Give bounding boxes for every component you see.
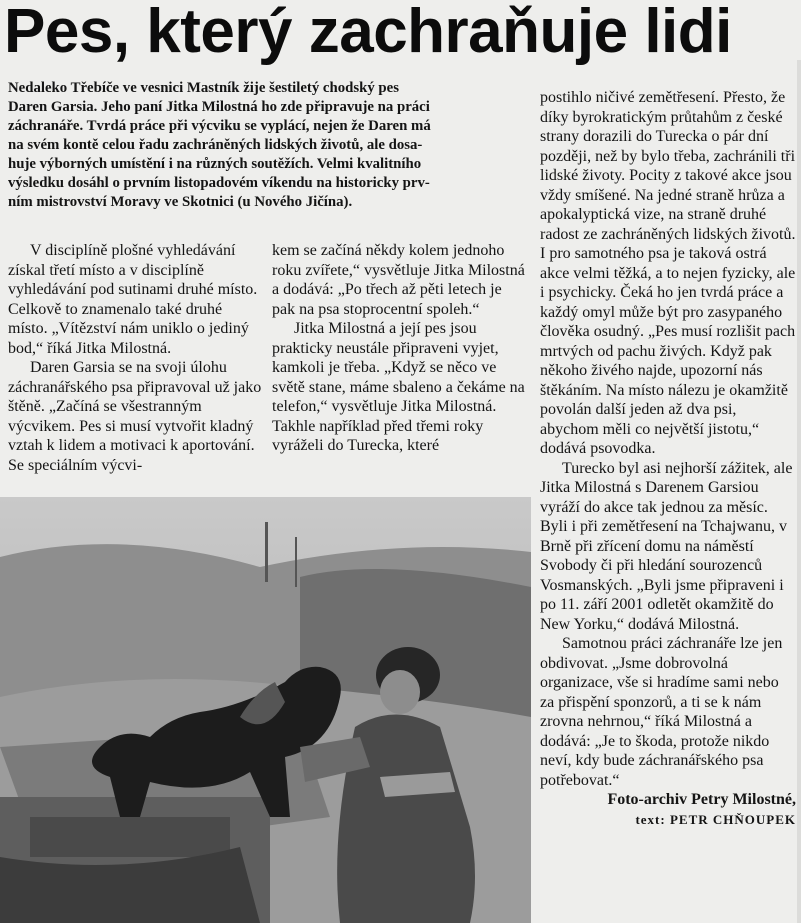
- paragraph: postihlo ničivé zemětřesení. Přesto, že díky byrokratickým průtahům z české strany dorazili do Turecka o pár dní později, než by bylo třeba, zachránili tři lidské životy. Pocity z takové akce jsou vždy smíšené. Na jedné straně hrůza a apokalyptická vize, na straně druhé radost ze zachráněných lidských životů. I pro samotného psa je taková ostrá akce velmi těžká, a to nejen fyzicky, ale i psychicky. Čeká ho jen tvrdá práce a každý omyl může být pro zasypaného člověka osudný. „Pes musí rozlišit pach mrtvých od pachu živých. Když pak někoho živého najde, upozorní nás štěkáním. Na místo nálezu je okamžitě povolán další jeden až dva psi, abychom měli co největší jistotu,“ dodává psovodka.: [540, 89, 796, 457]
- dog-and-handler-photo: [0, 497, 531, 923]
- article-column-1: [8, 241, 262, 475]
- paragraph: kem se začíná někdy kolem jednoho roku zvířete,“ vysvětluje Jitka Milostná a dodává: „Po třech až pěti letech je pak na psa stoprocentní spoleh.“: [272, 242, 525, 318]
- lead-line: ním mistrovství Moravy ve Skotnici (u Nového Jičína).: [8, 194, 353, 210]
- author-credit: text: PETR CHŇOUPEK: [635, 811, 796, 827]
- lead-line: huje výborných umístění i na různých soutěžích. Velmi kvalitního: [8, 156, 422, 172]
- lead-paragraph: [8, 79, 529, 212]
- photo-credit: Foto-archiv Petry Milostné,: [607, 791, 796, 808]
- paragraph: Jitka Milostná a její pes jsou prakticky neustále připraveni vyjet, kamkoli je třeba. „Když se něco ve světě stane, máme sbaleno a čekáme na telefon,“ vysvětluje Jitka Milostná. Takhle například před třemi roky vyráželi do Turecka, které: [272, 320, 525, 454]
- paragraph: Daren Garsia se na svoji úlohu záchranářského psa připravoval už jako štěně. „Začíná se všestranným výcvikem. Pes si musí vytvořit kladný vztah k lidem a motivaci k aportování. Se speciálním výcvi-: [8, 359, 262, 474]
- lead-line: výsledku dosáhl o prvním listopadovém víkendu na historicky prv-: [8, 175, 430, 191]
- lead-line: na svém kontě celou řadu zachráněných lidských životů, ale dosa-: [8, 137, 423, 153]
- lead-line: Nedaleko Třebíče ve vesnici Mastník žije šestiletý chodský pes: [8, 80, 399, 96]
- article-column-3: [540, 88, 796, 829]
- article-photo: [0, 497, 531, 923]
- article-column-2: [272, 241, 528, 456]
- paragraph: Turecko byl asi nejhorší zážitek, ale Jitka Milostná s Darenem Garsiou vyráží do akce tak jednou za měsíc. Byli i při zemětřesení na Tchajwanu, v Brně při zřícení domu na náměstí Svobody či při hledání sourozenců Vosmanských. „Byli jsme připraveni i po 11. září 2001 odletět okamžitě do New Yorku,“ dodává Milostná.: [540, 459, 793, 633]
- scan-edge: [797, 60, 801, 923]
- paragraph: Samotnou práci záchranáře lze jen obdivovat. „Jsme dobrovolná organizace, vše si hradíme sami nebo za přispění sponzorů, a ti se k nám zrovna nehrnou,“ říká Milostná a dodává: „Je to škoda, protože nikdo neví, kdy bude záchranářského psa potřebovat.“: [540, 635, 783, 789]
- lead-line: záchranáře. Tvrdá práce při výcviku se vyplácí, nejen že Daren má: [8, 118, 431, 134]
- headline: Pes, který zachraňuje lidi: [4, 0, 732, 66]
- lead-line: Daren Garsia. Jeho paní Jitka Milostná ho zde připravuje na práci: [8, 99, 430, 115]
- paragraph: V disciplíně plošné vyhledávání získal třetí místo a v disciplíně vyhledávání pod sutinami druhé místo. Celkově to znamenalo také druhé místo. „Vítězství nám uniklo o jediný bod,“ říká Jitka Milostná.: [8, 242, 258, 357]
